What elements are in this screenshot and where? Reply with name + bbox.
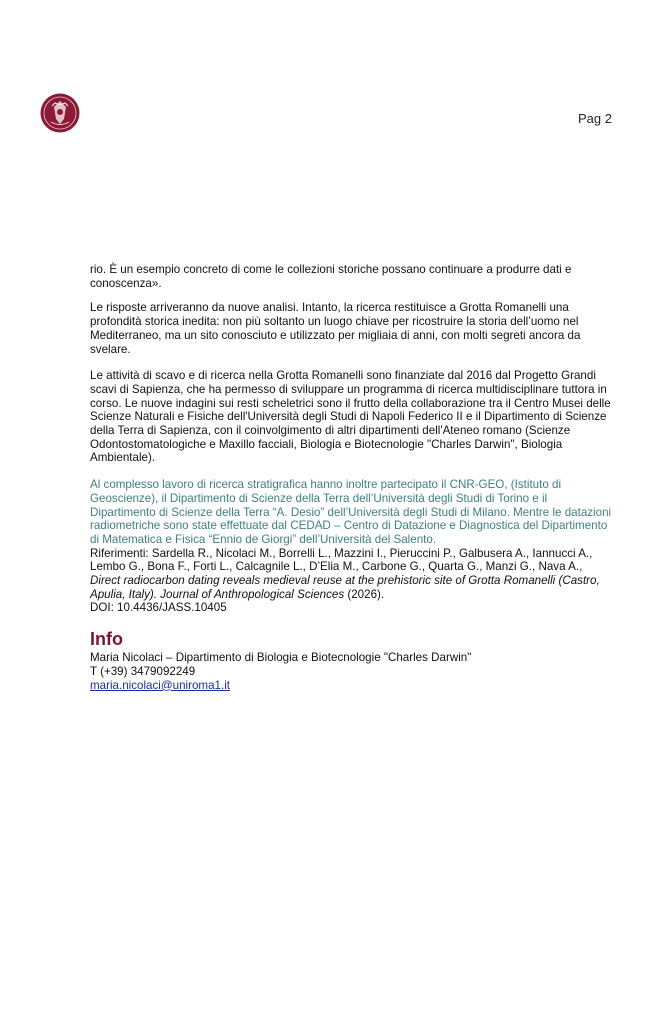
references (90, 547, 614, 602)
contact-name: Maria Nicolaci – Dipartimento di Biologia e Biotecnologie "Charles Darwin" (90, 651, 472, 665)
reference-year: (2026). (344, 587, 385, 601)
doi: DOI: 10.4436/JASS.10405 (90, 601, 227, 615)
reference-authors: Riferimenti: Sardella R., Nicolaci M., Borrelli L., Mazzini I., Pieruccini P., Galbusera A., Iannucci A., Lembo G., Bona F., Forti L., Calcagnile L., D’Elia M., Carbone G., Quarta G., Manzi G., Nava A., (90, 546, 593, 574)
paragraph-3: Le attività di scavo e di ricerca nella Grotta Romanelli sono finanziate dal 2016 dal Progetto Grandi scavi di Sapienza, che ha permesso di sviluppare un programma di ricerca multidisciplinare tuttora in corso. Le nuove indagini sui resti scheletrici sono il frutto della collaborazione tra il Centro Musei delle Scienze Naturali e Fisiche dell'Università degli Studi di Napoli Federico II e il Dipartimento di Scienze della Terra di Sapienza, con il coinvolgimento di altri dipartimenti dell'Ateneo romano (Scienze Odontostomatologiche e Maxillo facciali, Biologia e Biotecnologie "Charles Darwin", Biologia Ambientale). (90, 369, 611, 465)
contact-phone: T (+39) 3479092249 (90, 664, 196, 678)
info-heading: Info (90, 629, 123, 650)
paragraph-4: Al complesso lavoro di ricerca stratigrafica hanno inoltre partecipato il CNR-GEO, (Istituto di Geoscienze), il Dipartimento di Scienze della Terra dell’Università degli Studi di Torino e il Dipartimento di Scienze della Terra “A. Desio” dell’Università degli Studi di Milano. Mentre le datazioni radiometriche sono state effettuate dal CEDAD – Centro di Datazione e Diagnostica del Dipartimento di Matematica e Fisica “Ennio de Giorgi” dell’Università del Salento. (90, 478, 612, 546)
contact-email-link[interactable]: maria.nicolaci@uniroma1.it (90, 678, 230, 692)
reference-title: Direct radiocarbon dating reveals medieval reuse at the prehistoric site of Grotta Romanelli (Castro, Apulia, Italy). Journal of Anthropological Sciences (90, 574, 600, 601)
paragraph-1: rio. È un esempio concreto di come le collezioni storiche possano continuare a produrre dati e conoscenza». (90, 263, 572, 290)
document-body (90, 263, 614, 692)
page-number: Pag 2 (578, 111, 612, 126)
university-logo (40, 93, 80, 133)
sapienza-seal-icon (40, 93, 80, 133)
paragraph-2: Le risposte arriveranno da nuove analisi. Intanto, la ricerca restituisce a Grotta Romanelli una profondità storica inedita: non più soltanto un luogo chiave per ricostruire la storia dell’uomo nel Mediterraneo, ma un sito conosciuto e utilizzato per migliaia di anni, con molti segreti ancora da svelare. (90, 301, 581, 356)
